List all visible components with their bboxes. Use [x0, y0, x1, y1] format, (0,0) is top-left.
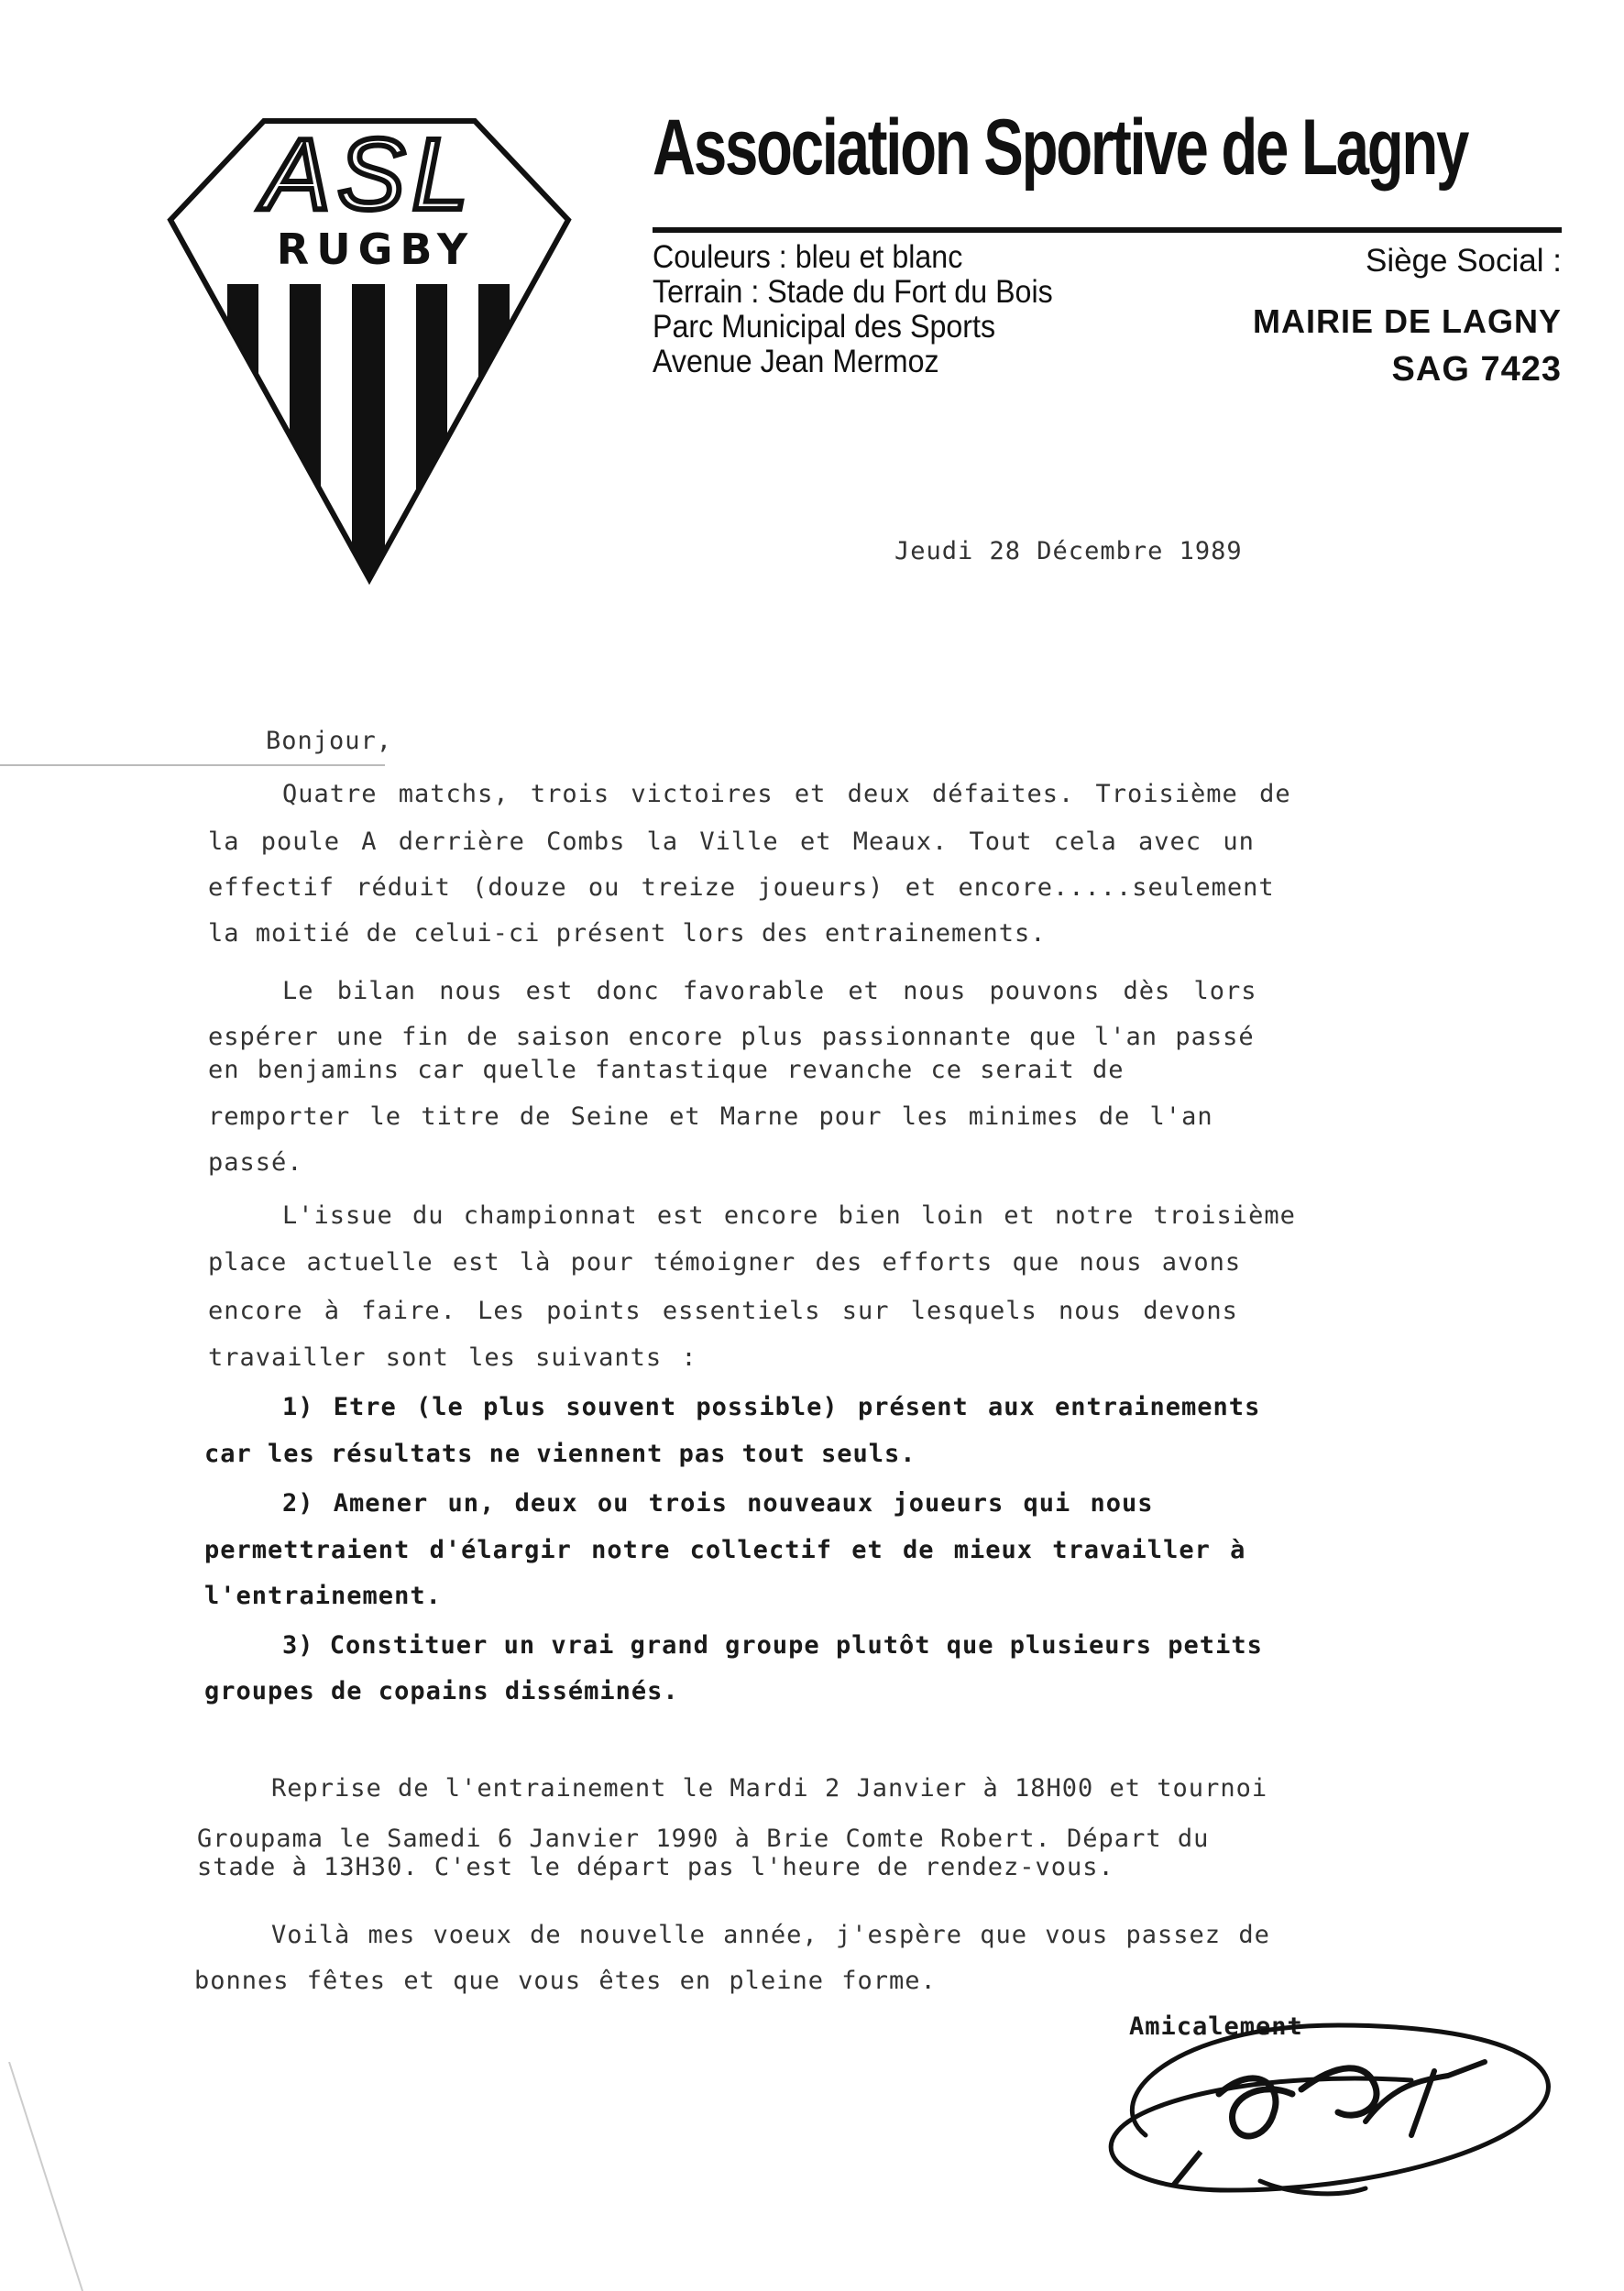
paragraph2-line: Le bilan nous est donc favorable et nous pouvons dès lors — [282, 977, 1257, 1005]
info-ground: Terrain : Stade du Fort du Bois — [653, 274, 1053, 310]
info-park: Parc Municipal des Sports — [653, 309, 996, 345]
point-line: l'entrainement. — [204, 1582, 442, 1610]
point-line: 1) Etre (le plus souvent possible) présent aux entrainements — [282, 1393, 1261, 1421]
edge-mark — [0, 2062, 110, 2291]
paragraph2-line: passé. — [208, 1148, 303, 1177]
paragraph2-line: espérer une fin de saison encore plus passionnante que l'an passé — [208, 1023, 1255, 1051]
paragraph1-line: la poule A derrière Combs la Ville et Meaux. Tout cela avec un — [208, 828, 1255, 856]
header-rule — [653, 227, 1562, 233]
info-avenue: Avenue Jean Mermoz — [653, 344, 939, 379]
logo-word: RUGBY — [276, 225, 476, 274]
point-line: 3) Constituer un vrai grand groupe plutôt que plusieurs petits — [282, 1631, 1263, 1660]
mairie-name: MAIRIE DE LAGNY — [1252, 302, 1562, 340]
info-colors: Couleurs : bleu et blanc — [653, 239, 963, 275]
point-line: groupes de copains disséminés. — [204, 1677, 679, 1705]
closing: Amicalement — [1129, 2012, 1303, 2041]
paragraph1-line: effectif réduit (douze ou treize joueurs) et encore.....seulement — [208, 873, 1275, 902]
siege-label: Siège Social : — [1365, 243, 1562, 279]
fold-mark — [0, 763, 385, 767]
paragraph3-line: travailler sont les suivants : — [208, 1343, 697, 1372]
asl-rugby-logo — [163, 110, 576, 586]
sag-number: SAG 7423 — [1391, 350, 1562, 389]
paragraph3-line: place actuelle est là pour témoigner des efforts que nous avons — [208, 1248, 1242, 1277]
point-line: permettraient d'élargir notre collectif et de mieux travailler à — [204, 1536, 1246, 1564]
letter-date: Jeudi 28 Décembre 1989 — [894, 537, 1243, 565]
paragraph1-line: Quatre matchs, trois victoires et deux défaites. Troisième de — [282, 780, 1291, 808]
head-office — [1253, 244, 1562, 389]
voeux-line: bonnes fêtes et que vous êtes en pleine forme. — [194, 1967, 937, 1995]
voeux-line: Voilà mes voeux de nouvelle année, j'espère que vous passez de — [271, 1921, 1270, 1949]
paragraph3-line: encore à faire. Les points essentiels sur lesquels nous devons — [208, 1297, 1238, 1325]
paragraph3-line: L'issue du championnat est encore bien loin et notre troisième — [282, 1201, 1296, 1230]
paragraph1-line: la moitié de celui-ci présent lors des entrainements. — [208, 919, 1047, 948]
logo-letters: ASL — [263, 118, 476, 231]
paragraph2-line: en benjamins car quelle fantastique revanche ce serait de — [208, 1056, 1125, 1084]
point-line: car les résultats ne viennent pas tout seuls. — [204, 1440, 916, 1468]
salutation: Bonjour, — [266, 727, 393, 755]
reprise-line: Groupama le Samedi 6 Janvier 1990 à Brie Comte Robert. Départ du — [197, 1825, 1210, 1853]
reprise-line: stade à 13H30. C'est le départ pas l'heure de rendez-vous. — [197, 1853, 1114, 1881]
club-info — [653, 240, 1053, 379]
reprise-line: Reprise de l'entrainement le Mardi 2 Janvier à 18H00 et tournoi — [271, 1774, 1268, 1803]
point-line: 2) Amener un, deux ou trois nouveaux joueurs qui nous — [282, 1489, 1154, 1518]
association-title: Association Sportive de Lagny — [653, 104, 1468, 192]
signature — [1063, 1924, 1576, 2218]
paragraph2-line: remporter le titre de Seine et Marne pour les minimes de l'an — [208, 1102, 1213, 1131]
